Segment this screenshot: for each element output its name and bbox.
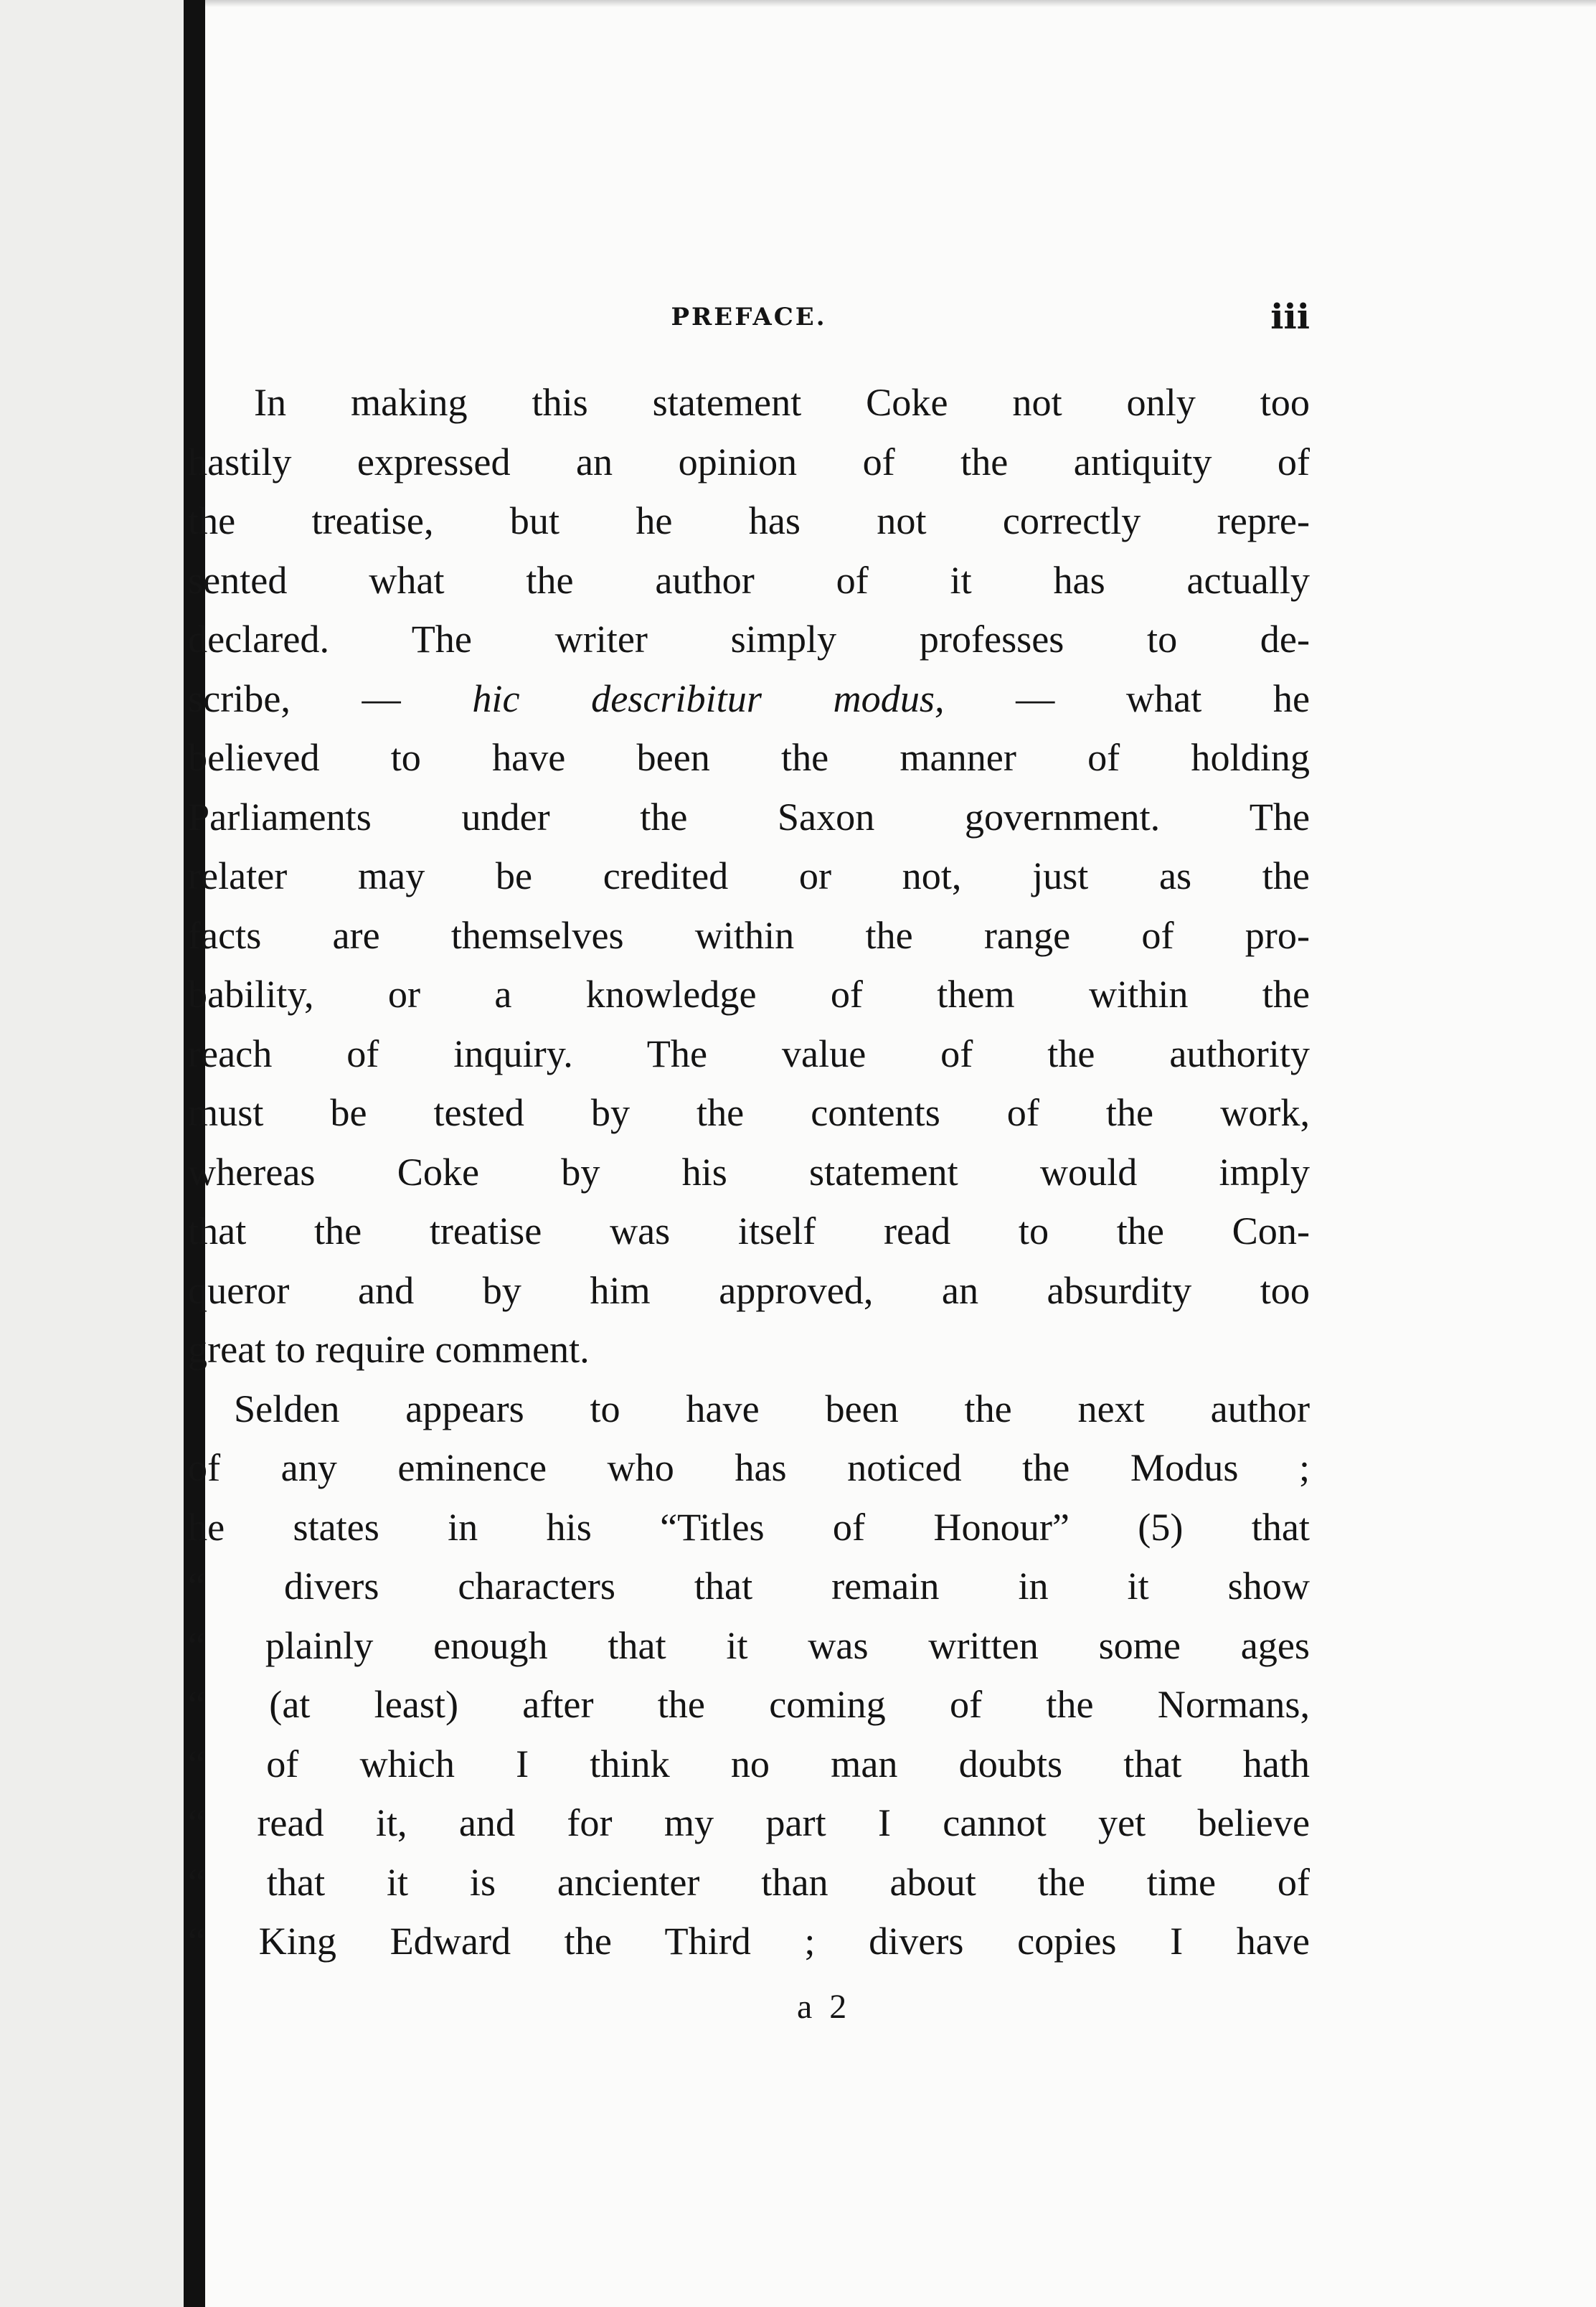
text-line: facts are themselves within the range of pro-	[188, 913, 1310, 957]
text-line: must be tested by the contents of the work,	[188, 1091, 1310, 1134]
text-line: believed to have been the manner of holding	[188, 736, 1310, 779]
text-line: whereas Coke by his statement would imply	[188, 1150, 1310, 1194]
signature-mark: a 2	[797, 1988, 851, 2026]
text-line: “ of which I think no man doubts that hath	[188, 1742, 1310, 1785]
text-line: queror and by him approved, an absurdity too	[188, 1268, 1310, 1312]
text-line: great to require comment.	[188, 1328, 590, 1371]
text-line: relater may be credited or not, just as the	[188, 854, 1310, 897]
page-header	[188, 294, 1310, 359]
text-line: “ plainly enough that it was written some ages	[188, 1623, 1310, 1667]
text-line: declared. The writer simply professes to de-	[188, 618, 1310, 661]
page-number: iii	[1270, 297, 1310, 337]
text-line: of any eminence who has noticed the Modus ;	[188, 1446, 1310, 1489]
text-line: the treatise, but he has not correctly repre-	[188, 499, 1310, 542]
text-line: he states in his “Titles of Honour” (5) that	[188, 1505, 1310, 1549]
body-text	[188, 373, 1310, 1971]
text-line: “ divers characters that remain in it show	[188, 1565, 1310, 1608]
text-line: reach of inquiry. The value of the authority	[188, 1032, 1310, 1075]
text-line: “ read it, and for my part I cannot yet believe	[188, 1801, 1310, 1844]
text-line: “ (at least) after the coming of the Normans,	[188, 1683, 1310, 1726]
text-segment: — what he	[944, 676, 1310, 720]
left-margin	[0, 0, 188, 2307]
text-line: sented what the author of it has actually	[188, 558, 1310, 602]
text-line: hastily expressed an opinion of the antiquity of	[188, 440, 1310, 483]
italic-latin-phrase: hic describitur modus,	[472, 676, 945, 720]
text-line: Parliaments under the Saxon government. The	[188, 795, 1310, 839]
text-line: “ King Edward the Third ; divers copies I have	[188, 1920, 1310, 1963]
text-line: Selden appears to have been the next author	[234, 1387, 1310, 1430]
text-line: that the treatise was itself read to the Con-	[188, 1209, 1310, 1252]
text-line: “ that it is ancienter than about the time of	[188, 1860, 1310, 1904]
text-line: In making this statement Coke not only too	[254, 381, 1310, 424]
text-line: bability, or a knowledge of them within the	[188, 973, 1310, 1016]
text-segment: scribe, —	[188, 676, 473, 720]
page-top-edge	[205, 0, 1596, 7]
text-line-with-italic	[188, 669, 1310, 729]
running-head: PREFACE.	[671, 303, 827, 331]
